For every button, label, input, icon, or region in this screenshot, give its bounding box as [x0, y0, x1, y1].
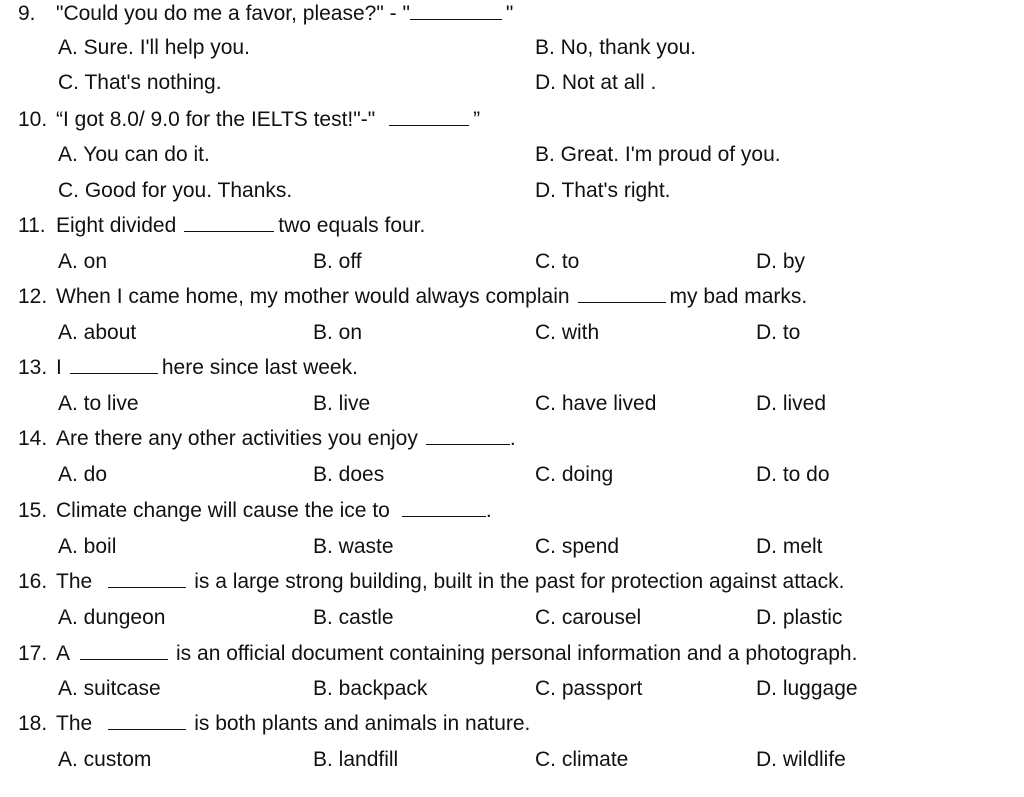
answer-blank[interactable]: [578, 280, 666, 303]
option-c[interactable]: C. That's nothing.: [58, 71, 222, 94]
option-a[interactable]: A. custom: [58, 748, 152, 771]
question-text-before: The: [56, 570, 93, 593]
option-c[interactable]: C. spend: [535, 535, 620, 558]
question-number: 14.: [18, 427, 48, 450]
question-text: [56, 421, 516, 457]
question-text: [56, 0, 513, 32]
question-9: [0, 0, 1024, 32]
question-13: [0, 350, 1024, 386]
question-text-after: my bad marks.: [669, 285, 808, 308]
question-text-before: "Could you do me a favor, please?" - ": [56, 2, 410, 25]
question-text-after: .: [485, 499, 492, 522]
answer-blank[interactable]: [402, 494, 486, 517]
option-a[interactable]: A. on: [58, 250, 108, 273]
question-text-before: When I came home, my mother would always complain: [56, 285, 570, 308]
option-b[interactable]: B. backpack: [313, 677, 428, 700]
option-b[interactable]: B. castle: [313, 606, 394, 629]
option-a[interactable]: A. to live: [58, 392, 139, 415]
option-d[interactable]: D. to: [756, 321, 801, 344]
question-text-after: is both plants and animals in nature.: [194, 712, 531, 735]
question-text-before: A: [56, 642, 71, 665]
option-a[interactable]: A. You can do it.: [58, 143, 210, 166]
option-c[interactable]: C. climate: [535, 748, 629, 771]
question-text-before: Are there any other activities you enjoy: [56, 427, 418, 450]
question-11: [0, 208, 1024, 244]
question-10: [0, 102, 1024, 138]
question-14: [0, 421, 1024, 457]
answer-blank[interactable]: [184, 209, 274, 232]
option-c[interactable]: C. passport: [535, 677, 643, 700]
option-a[interactable]: A. about: [58, 321, 137, 344]
option-b[interactable]: B. off: [313, 250, 362, 273]
question-number: 9.: [18, 2, 36, 25]
question-15: [0, 493, 1024, 529]
answer-blank[interactable]: [108, 707, 186, 730]
option-c[interactable]: C. have lived: [535, 392, 657, 415]
option-d[interactable]: D. to do: [756, 463, 830, 486]
question-number: 11.: [18, 214, 46, 237]
option-a[interactable]: A. Sure. I'll help you.: [58, 36, 250, 59]
question-text: [56, 279, 807, 315]
answer-blank[interactable]: [426, 422, 510, 445]
question-12: [0, 279, 1024, 315]
option-b[interactable]: B. landfill: [313, 748, 399, 771]
answer-blank[interactable]: [70, 351, 158, 374]
question-text: [56, 564, 844, 600]
question-number: 10.: [18, 108, 48, 131]
option-b[interactable]: B. on: [313, 321, 363, 344]
question-number: 16.: [18, 570, 48, 593]
question-text-after: two equals four.: [278, 214, 426, 237]
question-text-after: is an official document containing personal information and a photograph.: [176, 642, 858, 665]
question-16: [0, 564, 1024, 600]
answer-blank[interactable]: [410, 0, 502, 20]
question-text-after: .: [509, 427, 516, 450]
option-d[interactable]: D. Not at all .: [535, 71, 657, 94]
question-text-before: I: [56, 356, 62, 379]
option-b[interactable]: B. Great. I'm proud of you.: [535, 143, 781, 166]
option-a[interactable]: A. do: [58, 463, 108, 486]
question-text-after: here since last week.: [161, 356, 358, 379]
question-text-before: The: [56, 712, 93, 735]
option-b[interactable]: B. No, thank you.: [535, 36, 697, 59]
question-text-before: “I got 8.0/ 9.0 for the IELTS test!"-": [56, 108, 376, 131]
question-18: [0, 706, 1024, 742]
option-a[interactable]: A. boil: [58, 535, 117, 558]
question-text-before: Eight divided: [56, 214, 177, 237]
option-c[interactable]: C. with: [535, 321, 600, 344]
option-d[interactable]: D. lived: [756, 392, 827, 415]
option-d[interactable]: D. luggage: [756, 677, 858, 700]
option-d[interactable]: D. plastic: [756, 606, 843, 629]
option-a[interactable]: A. dungeon: [58, 606, 166, 629]
question-text: [56, 706, 530, 742]
option-c[interactable]: C. Good for you. Thanks.: [58, 179, 293, 202]
question-text-before: Climate change will cause the ice to: [56, 499, 390, 522]
option-b[interactable]: B. does: [313, 463, 385, 486]
option-a[interactable]: A. suitcase: [58, 677, 161, 700]
question-text-after: ": [505, 2, 514, 25]
answer-blank[interactable]: [80, 637, 168, 660]
question-number: 13.: [18, 356, 48, 379]
question-text: [56, 208, 425, 244]
option-b[interactable]: B. live: [313, 392, 371, 415]
question-text-after: is a large strong building, built in the past for protection against attack.: [194, 570, 845, 593]
option-c[interactable]: C. to: [535, 250, 580, 273]
question-number: 12.: [18, 285, 48, 308]
option-d[interactable]: D. wildlife: [756, 748, 846, 771]
option-d[interactable]: D. by: [756, 250, 806, 273]
option-d[interactable]: D. melt: [756, 535, 823, 558]
question-17: [0, 636, 1024, 672]
option-c[interactable]: C. doing: [535, 463, 614, 486]
question-number: 17.: [18, 642, 48, 665]
question-text: [56, 102, 480, 138]
question-text: [56, 636, 857, 672]
answer-blank[interactable]: [108, 565, 186, 588]
question-text: [56, 350, 358, 386]
option-c[interactable]: C. carousel: [535, 606, 642, 629]
question-text: [56, 493, 492, 529]
answer-blank[interactable]: [389, 103, 469, 126]
option-d[interactable]: D. That's right.: [535, 179, 671, 202]
question-text-after: ”: [473, 108, 481, 131]
question-number: 15.: [18, 499, 48, 522]
option-b[interactable]: B. waste: [313, 535, 394, 558]
question-number: 18.: [18, 712, 48, 735]
